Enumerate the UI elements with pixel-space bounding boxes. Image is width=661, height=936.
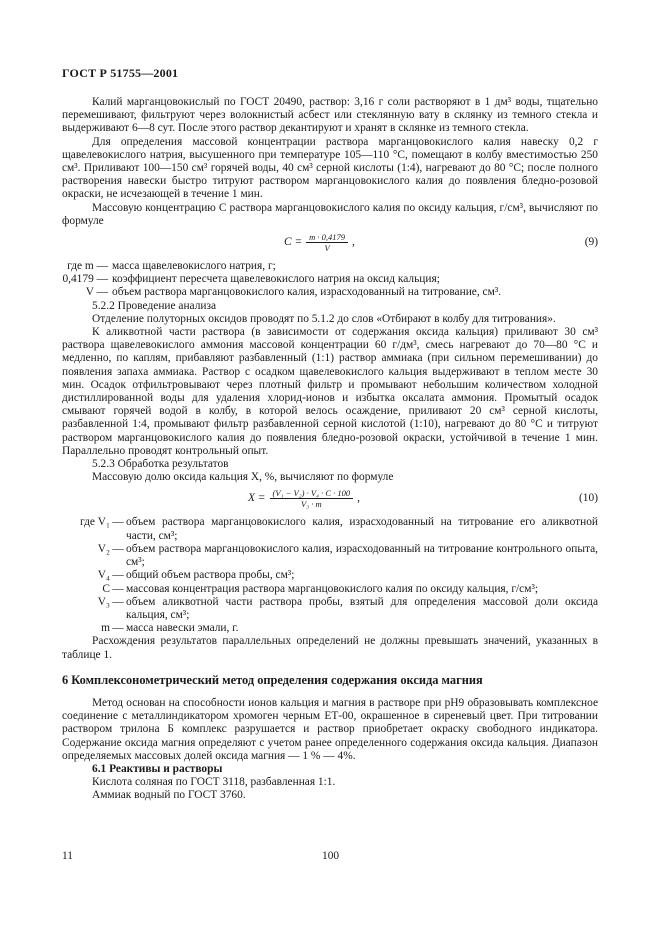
legend-text: масса щавелевокислого натрия, г;: [112, 260, 276, 273]
formula-10-lhs: X =: [248, 492, 266, 505]
legend-dash: —: [112, 595, 124, 608]
paragraph-reagent-permanganate: Калий марганцовокислый по ГОСТ 20490, раствор: 3,16 г соли растворяют в 1 дм³ воды, тщательно перемешивают, фильтруют через волокнистый асбест или стеклянную вату в склянку из темного стекла и выдерживают 6—8 сут. После этого раствор декантируют и хранят в склянке из темного стекла.: [62, 96, 598, 135]
paragraph-concentration-procedure: Для определения массовой концентрации раствора марганцовокислого калия навеску 0,2 г щавелевокислого натрия, высушенного при температуре 105—110 °С, помещают в колбу вместимостью 250 см³. Приливают 100—150 см³ горячей воды, 40 см³ серной кислоты (1:4), нагревают до 80 °С; после полного растворения навески быстро титруют раствором марганцовокислого калия до появления бледно-розовой окраски, не исчезающей в течение 1 мин.: [62, 135, 598, 201]
paragraph-analysis-procedure: К аликвотной части раствора (в зависимости от содержания оксида кальция) приливают 30 см³ раствора щавелевокислого аммония массовой концентрации 60 г/дм³, смесь нагревают до 70—80 °С и медленно, по каплям, прибавляют разбавленный (1:1) раствор аммиака (при сильном перемешивании) до появления запаха аммиака. Раствор с осадком щавелевокислого кальция выдерживают в теплом месте 30 мин. Осадок отфильтровывают через плотный фильтр и промывают небольшим количеством холодной дистиллированной воды для удаления хлорид-ионов и избытка оксалата аммония. Промытый осадок смывают горячей водой в колбу, в которой велось осаждение, приливают 20 см³ серной кислоты, разбавленной 1:4, промывают фильтр разбавленной серной кислотой (1:10), нагревают до 80 °С и титруют раствором марганцовокислого калия до появления бледно-розовой окраски, устойчивой в течение 1 мин. Параллельно проводят контрольный опыт.: [62, 326, 598, 457]
formula-9-number: (9): [584, 236, 598, 249]
legend-symbol: V₂: [97, 542, 110, 555]
formula-10: [62, 484, 598, 516]
formula-10-legend: [62, 516, 598, 635]
subsection-5-2-2: 5.2.2 Проведение анализа: [92, 299, 217, 312]
legend-text: объем раствора марганцовокислого калия, израсходованный на титрование контрольного опыта, см³;: [126, 542, 598, 569]
legend-dash: —: [112, 582, 124, 595]
legend-dash: —: [112, 622, 124, 635]
legend-item: [62, 569, 598, 582]
legend-item: [54, 286, 598, 299]
legend-text: объем раствора марганцовокислого калия, израсходованный на титрование, см³.: [112, 286, 502, 299]
formula-9-tail: ,: [352, 235, 355, 248]
legend-text: общий объем раствора пробы, см³;: [126, 569, 295, 582]
paragraph-ammonia: Аммиак водный по ГОСТ 3760.: [92, 789, 246, 802]
legend-dash: —: [112, 569, 124, 582]
paragraph-hydrochloric-acid: Кислота соляная по ГОСТ 3118, разбавленная 1:1.: [92, 776, 336, 789]
legend-item: [62, 583, 598, 596]
legend-item: [62, 622, 598, 635]
footer-page-number-center: 100: [322, 850, 340, 862]
formula-9-numerator: m · 0,4179: [306, 232, 348, 243]
formula-9-legend: [62, 260, 598, 300]
legend-item: [62, 596, 598, 622]
legend-text: объем аликвотной части раствора пробы, взятый для определения массовой доли оксида кальция, см³;: [126, 595, 598, 621]
formula-9-denominator: V: [324, 243, 330, 254]
formula-9: [62, 228, 598, 260]
footer-page-number-left: 11: [62, 850, 73, 862]
legend-symbol: где V₁: [79, 516, 110, 529]
formula-10-fraction: [270, 488, 354, 509]
legend-text: объем раствора марганцовокислого калия, израсходованный на титрование его аликвотной части, см³;: [126, 516, 598, 542]
paragraph-discrepancy: Расхождения результатов параллельных определений не должны превышать значений, указанных в таблице 1.: [62, 635, 598, 661]
standard-header: ГОСТ Р 51755—2001: [62, 66, 179, 80]
paragraph-oxide-separation: Отделение полуторных оксидов проводят по 5.1.2 до слов «Отбирают в колбу для титрования».: [92, 312, 556, 325]
legend-symbol: V₄: [97, 569, 110, 582]
legend-item: [54, 260, 598, 273]
page-content: [62, 96, 598, 803]
formula-9-lhs: C =: [284, 235, 303, 248]
paragraph-formula-9-intro: Массовую концентрацию C раствора марганцовокислого калия по оксиду кальция, г/см³, вычисляют по формуле: [62, 201, 598, 227]
legend-symbol: где m —: [67, 260, 108, 273]
legend-text: масса навески эмали, г.: [126, 622, 239, 635]
paragraph-method-principle: Метод основан на способности ионов кальция и магния в растворе при pH9 образовывать комплексное соединение с металлиндикатором хромоген черным ЕТ-00, окрашенное в сиреневый цвет. При титровании раствором трилона Б комплекс разрушается и раствор приобретает окраску свободного индикатора. Содержание оксида магния определяют с учетом ранее определенного содержания оксида кальция. Диапазон определяемых массовых долей оксида магния — 1 % — 4%.: [62, 696, 598, 762]
paragraph-formula-10-intro: Массовую долю оксида кальция X, %, вычисляют по формуле: [92, 471, 394, 484]
formula-9-fraction: [306, 232, 348, 253]
section-6-heading: 6 Комплексонометрический метод определения содержания оксида магния: [62, 672, 483, 687]
legend-symbol: 0,4179 —: [62, 273, 108, 286]
legend-text: массовая концентрация раствора марганцовокислого калия по оксиду кальция, г/см³;: [126, 582, 539, 595]
legend-symbol: C: [102, 582, 110, 595]
legend-symbol: V₃: [97, 595, 110, 608]
legend-symbol: V —: [85, 286, 108, 299]
legend-item: [54, 273, 598, 286]
formula-10-numerator: (V₁ − V₂) · V₄ · C · 100: [270, 488, 354, 499]
subsection-5-2-3: 5.2.3 Обработка результатов: [92, 458, 229, 471]
legend-dash: —: [112, 516, 124, 529]
legend-item: [62, 516, 598, 542]
subsection-6-1: 6.1 Реактивы и растворы: [92, 762, 223, 775]
legend-text: коэффициент пересчета щавелевокислого натрия на оксид кальция;: [112, 273, 440, 286]
legend-symbol: m: [101, 622, 110, 635]
formula-10-denominator: V₃ · m: [300, 499, 322, 510]
formula-10-tail: ,: [357, 492, 360, 505]
legend-dash: —: [112, 542, 124, 555]
formula-10-number: (10): [579, 492, 598, 505]
legend-item: [62, 543, 598, 569]
